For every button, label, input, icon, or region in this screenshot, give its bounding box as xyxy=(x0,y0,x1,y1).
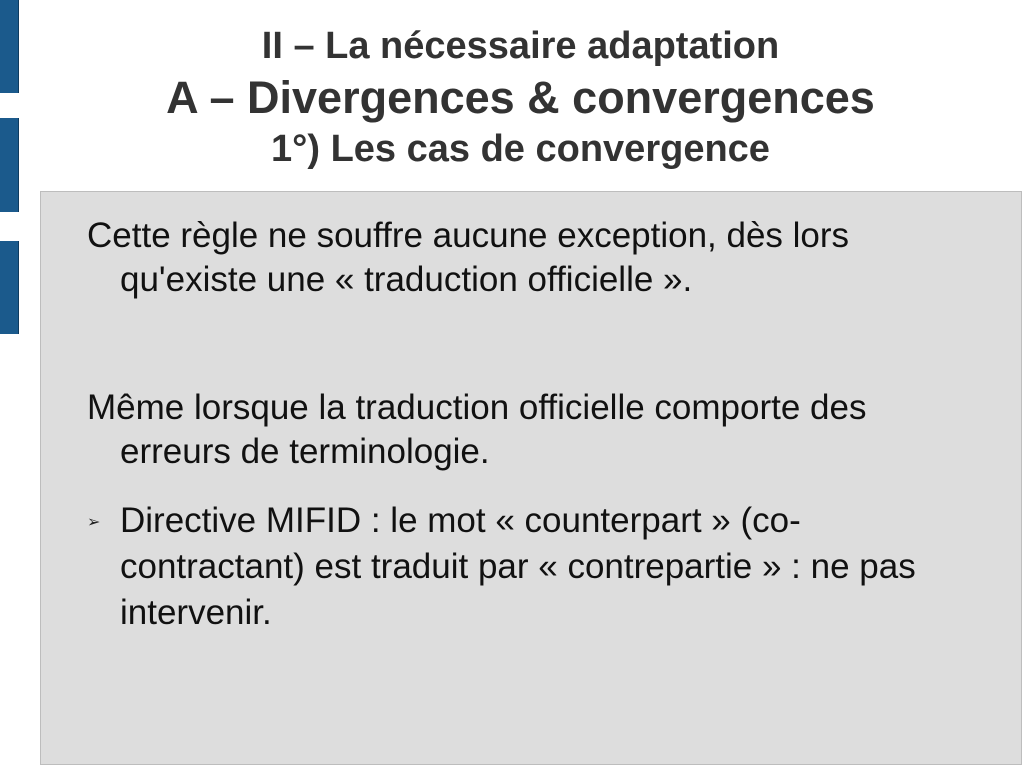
accent-bar-middle xyxy=(0,118,19,212)
title-point-heading: 1°) Les cas de convergence xyxy=(271,128,770,170)
content-box xyxy=(40,191,1022,765)
paragraph-rule: Cette règle ne souffre aucune exception, dès lors qu'existe une « traduction officielle ». xyxy=(87,216,850,299)
accent-bar-top xyxy=(0,0,19,93)
arrow-bullet-icon: ➢ xyxy=(87,514,101,531)
paragraph-errors: Même lorsque la traduction officielle comporte des erreurs de terminologie. xyxy=(87,388,867,471)
accent-bar-bottom xyxy=(0,241,19,334)
slide-title xyxy=(18,22,1023,172)
title-section-heading: II – La nécessaire adaptation xyxy=(261,25,780,67)
title-subsection-heading: A – Divergences & convergences xyxy=(166,72,875,123)
bullet-text: Directive MIFID : le mot « counterpart » (co-contractant) est traduit par « contrepartie » : ne pas intervenir. xyxy=(120,501,916,632)
bullet-item xyxy=(87,498,947,636)
